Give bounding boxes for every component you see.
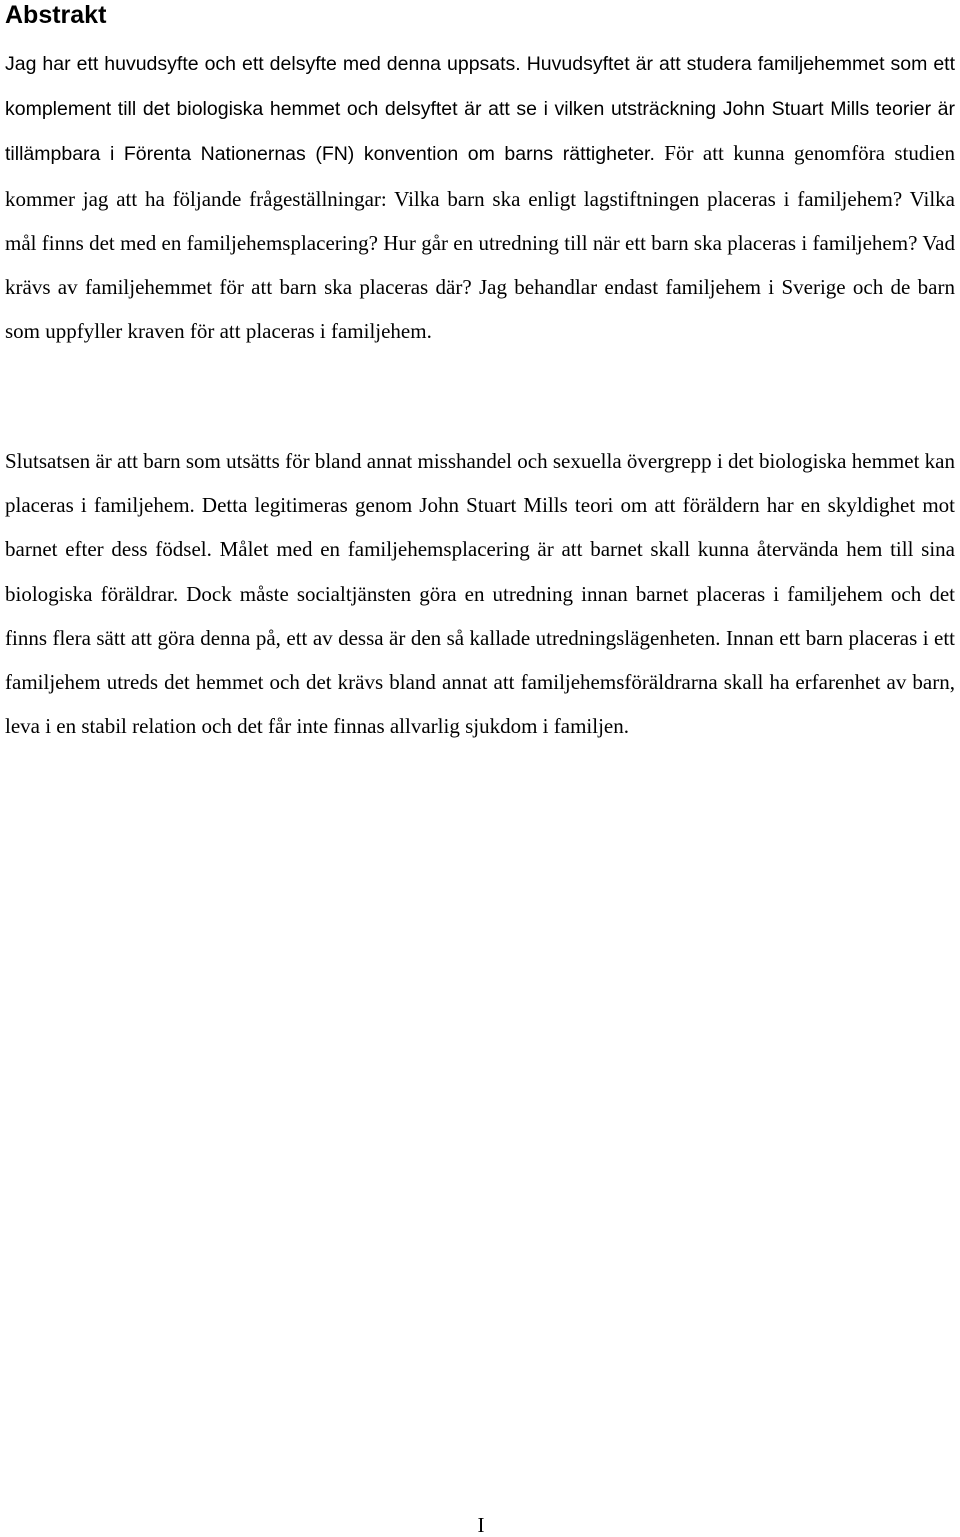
abstract-paragraph-2: Slutsatsen är att barn som utsätts för bland annat misshandel och sexuella övergrepp i det biologiska hemmet kan placeras i familjehem. Detta legitimeras genom John Stuart Mills teori om att föräldern har en skyldighet mot barnet efter dess födsel. Målet med en familjehemsplacering är att barnet skall kunna återvända hem till sina biologiska föräldrar. Dock måste socialtjänsten göra en utredning innan barnet placeras i familjehem och det finns flera sätt att göra denna på, ett av dessa är den så kallade utredningslägenheten. Innan ett barn placeras i ett familjehem utreds det hemmet och det krävs bland annat att familjehemsföräldrarna skall ha erfarenhet av barn, leva i en stabil relation och det får inte finnas allvarlig sjukdom i familjen. — [5, 449, 955, 739]
abstract-paragraph-1 — [5, 41, 955, 353]
page-heading: Abstrakt — [5, 1, 107, 29]
abstract-paragraph-1-sans-part: Jag har ett huvudsyfte och ett delsyfte med denna uppsats. Huvudsyftet är att studera familjehemmet som ett komplement till det biologiska hemmet och delsyftet är att se i vilken utsträckning John Stuart Mills teorier är tillämpbara i Förenta Nationernas (FN) konvention om barns rättigheter. — [5, 53, 955, 166]
abstract-paragraph-1-serif-part: För att kunna genomföra studien kommer jag att ha följande frågeställningar: Vilka barn ska enligt lagstiftningen placeras i familjehem? Vilka mål finns det med en familjehemsplacering? Hur går en utredning till när ett barn ska placeras i familjehem? Vad krävs av familjehemmet för att barn ska placeras där? Jag behandlar endast familjehem i Sverige och de barn som uppfyller kraven för att placeras i familjehem. — [5, 141, 955, 344]
page-number: I — [477, 1513, 485, 1537]
